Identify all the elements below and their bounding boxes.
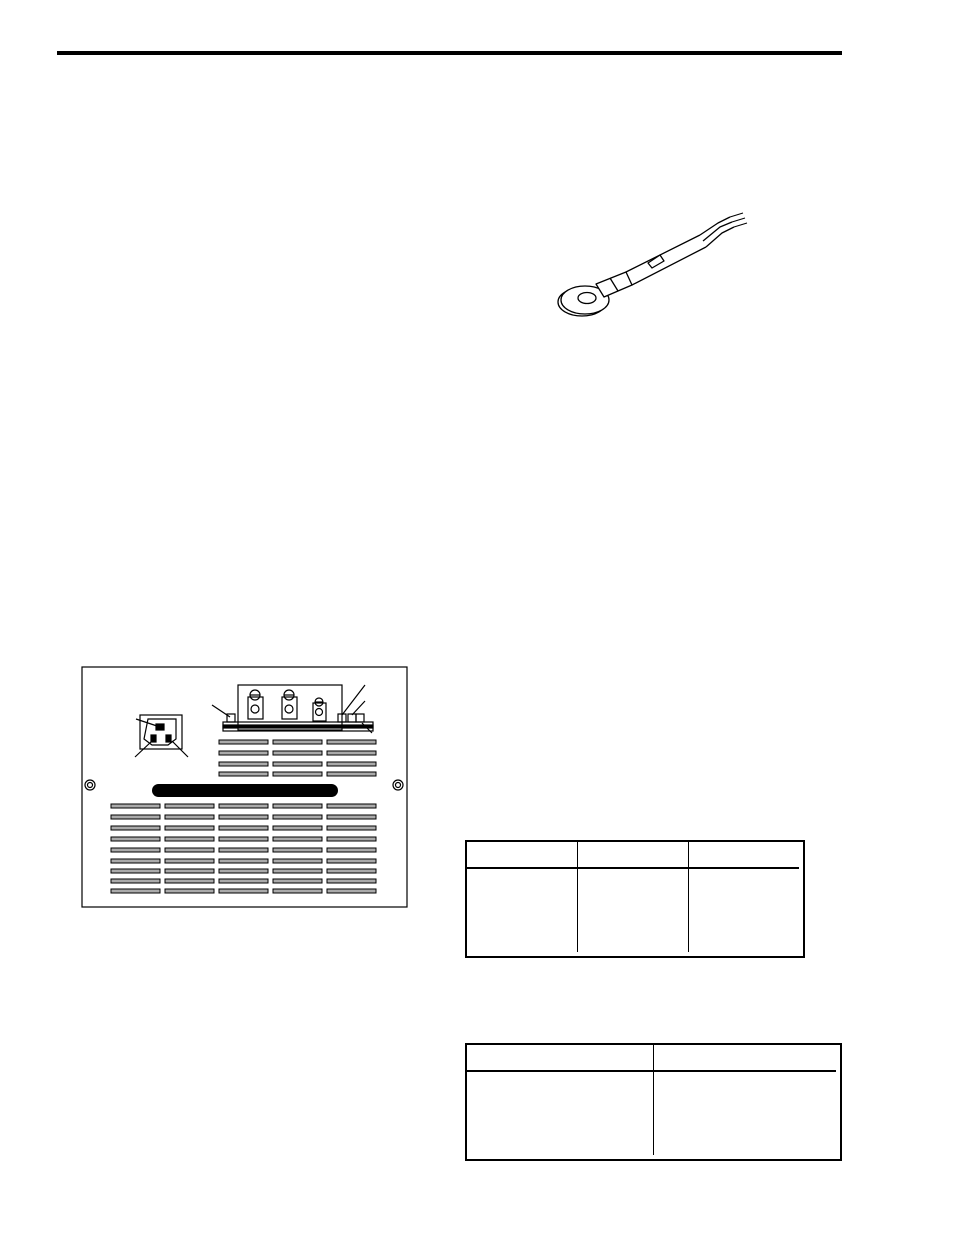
ring-terminal-wire-lead-icon bbox=[550, 205, 755, 330]
rear-panel-diagram-icon bbox=[80, 665, 410, 910]
table-header-cell bbox=[578, 842, 689, 869]
header-rule bbox=[57, 51, 842, 55]
table-cell bbox=[654, 1072, 836, 1155]
table-header-cell bbox=[689, 842, 799, 869]
table-header-cell bbox=[467, 1045, 654, 1072]
spec-table-1 bbox=[465, 840, 805, 958]
table-header-cell bbox=[467, 842, 578, 869]
table-cell bbox=[467, 869, 578, 952]
table-cell bbox=[467, 1072, 654, 1155]
spec-table-2 bbox=[465, 1043, 842, 1161]
table-cell bbox=[578, 869, 689, 952]
table-header-cell bbox=[654, 1045, 836, 1072]
table-cell bbox=[689, 869, 799, 952]
